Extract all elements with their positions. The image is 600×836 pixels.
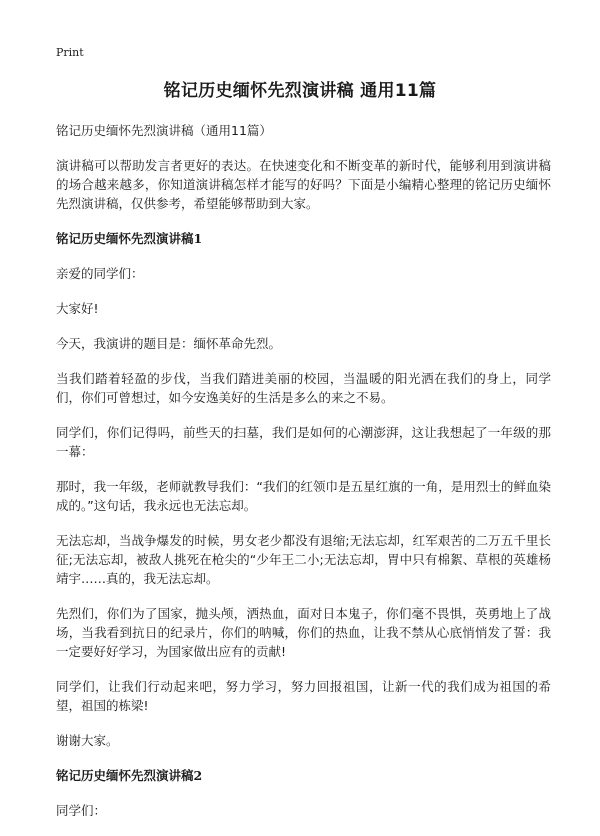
document-body <box>56 121 551 836</box>
paragraph: 当我们踏着轻盈的步伐，当我们踏进美丽的校园，当温暖的阳光洒在我们的身上，同学们，你们可曾想过，如今安逸美好的生活是多么的来之不易。 <box>56 371 551 405</box>
section-heading-2: 铭记历史缅怀先烈演讲稿2 <box>56 768 203 783</box>
paragraph: 大家好! <box>56 301 99 316</box>
paragraph: 同学们，让我们行动起来吧，努力学习，努力回报祖国，让新一代的我们成为祖国的希望，祖国的栋梁! <box>56 679 551 713</box>
paragraph: 先烈们，你们为了国家，抛头颅，洒热血，面对日本鬼子，你们毫不畏惧，英勇地上了战场，当我看到抗日的纪录片，你们的呐喊，你们的热血，让我不禁从心底悄悄发了誓：我一定要好好学习，为国家做出应有的贡献! <box>56 606 551 659</box>
paragraph: 同学们，你们记得吗，前些天的扫墓，我们是如何的心潮澎湃，这让我想起了一年级的那一幕： <box>56 425 551 459</box>
paragraph: 亲爱的同学们： <box>56 266 144 281</box>
intro-paragraph: 演讲稿可以帮助发言者更好的表达。在快速变化和不断变革的新时代，能够利用到演讲稿的场合越来越多，你知道演讲稿怎样才能写的好吗？下面是小编精心整理的铭记历史缅怀先烈演讲稿，仅供参考，希望能够帮助到大家。 <box>56 158 551 211</box>
paragraph: 那时，我一年级，老师就教导我们：“我们的红领巾是五星红旗的一角，是用烈士的鲜血染成的。”这句话，我永远也无法忘却。 <box>56 479 551 513</box>
document-subtitle: 铭记历史缅怀先烈演讲稿（通用11篇） <box>56 123 272 138</box>
document-title: 铭记历史缅怀先烈演讲稿 通用11篇 <box>163 81 437 101</box>
paragraph: 无法忘却，当战争爆发的时候，男女老少都没有退缩;无法忘却，红军艰苦的二万五千里长征;无法忘却，被敌人挑死在枪尖的“少年王二小;无法忘却，胃中只有棉絮、草根的英雄杨靖宇……真的，我无法忘却。 <box>56 533 551 586</box>
print-link[interactable]: Print <box>56 46 84 59</box>
section-heading-1: 铭记历史缅怀先烈演讲稿1 <box>56 231 203 246</box>
paragraph: 同学们： <box>56 803 107 818</box>
paragraph: 谢谢大家。 <box>56 733 119 748</box>
paragraph: 今天，我演讲的题目是：缅怀革命先烈。 <box>56 336 282 351</box>
